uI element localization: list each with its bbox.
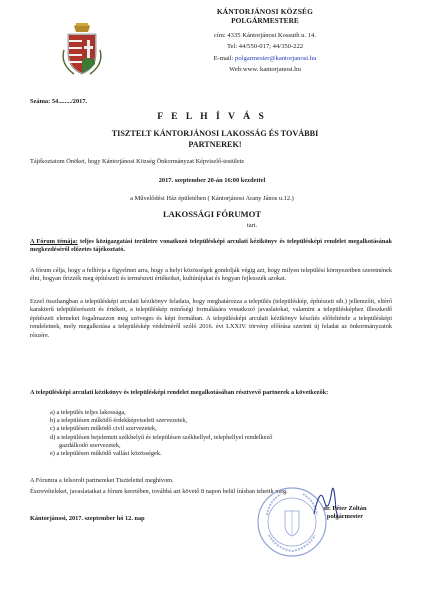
forum-topic	[30, 238, 392, 255]
place-and-date: Kántorjánosi, 2017. szeptember hó 12. nap	[30, 515, 145, 522]
list-item: gazdálkodó szervezetek,	[59, 441, 121, 449]
event-venue: a Művelődési Ház épületében ( Kántorjánosi Arany János u.12.)	[130, 195, 294, 202]
signer-title: polgármester	[326, 513, 364, 521]
invitation-line: A Fórumra a felsorolt partnereket Tisztelettel meghívom.	[30, 477, 174, 484]
list-item: b) a településen működő érdekképviseleti szervezetek,	[50, 417, 188, 425]
document-heading: F E L H Í V Á S	[157, 111, 267, 122]
topic-label: A Fórum témája:	[30, 238, 78, 245]
purpose-paragraph: A fórum célja, hogy a felhívja a figyelmet arra, hogy a helyi közösségek gondolják végig azt, hogy milyen települési környezetben szeretnének élni, hogyan őrizzék meg építészeti és természeti értékeiket, kultúrájukat és hogyan fejlesszék azokat.	[30, 267, 392, 283]
topic-text: teljes közigazgatási területre vonatkozó településképi arculati kézikönyv és településképi rendelet megalkotásának megkezdéséről előzetes tájékoztató.	[30, 238, 393, 254]
partners-heading: A településképi arculati kézikönyv és településképi rendelet megalkotásában résztvevő partnerek a következők:	[30, 389, 329, 396]
intro-paragraph: Tájékoztatom Önöket, hogy Kántorjánosi Község Önkormányzat Képviselő-testülete	[30, 158, 245, 165]
signer-name: dr. Péter Zoltán	[323, 505, 367, 512]
email-label: E-mail:	[213, 55, 236, 62]
subheading-line-2: PARTNEREK!	[188, 140, 242, 149]
header-address: cím: 4335 Kántorjánosi Kossuth u. 14.	[213, 32, 316, 39]
municipality-name: KÁNTORJÁNOSI KÖZSÉG	[216, 7, 314, 16]
document-number: Száma: 54......../2017.	[30, 98, 88, 105]
signature-block	[300, 505, 390, 522]
subheading-line-1: TISZTELT KÁNTORJÁNOSI LAKOSSÁG ÉS TOVÁBBI	[111, 129, 319, 138]
header-website[interactable]: Web:www. kantorjanosi.hu	[229, 66, 301, 73]
coat-of-arms-icon	[60, 20, 104, 78]
partners-list	[50, 409, 390, 458]
document-subheading	[60, 128, 370, 150]
list-item: e) a településen működő vallási közösségek.	[50, 450, 162, 458]
list-item: c) a településen működő civil szervezetek,	[50, 425, 157, 433]
event-tart: tart.	[246, 222, 258, 229]
email-link[interactable]: polgarmester@kantorjanosi.hu	[235, 55, 317, 62]
header-telephone: Tel: 44/550-017; 44/350-222	[226, 43, 304, 50]
comments-paragraph: Észrevételeket, javaslataikat a fórum keretében, továbbá azt követő 8 napon belül írásban tehetik meg.	[30, 488, 288, 495]
event-date: 2017. szeptember 20-án 16:00 kezdettel	[158, 177, 266, 184]
header-email-line	[130, 55, 400, 64]
mayor-office-title: POLGÁRMESTERE	[231, 16, 299, 25]
list-item: d) a településen bejelentett székhelyű és településen székhellyel, telephellyel rendelkező	[50, 433, 273, 441]
event-name: LAKOSSÁGI FÓRUMOT	[162, 209, 262, 219]
list-item: a) a település teljes lakossága,	[50, 409, 126, 416]
handbook-paragraph: Ezzel összhangban a településképi arculati kézikönyv feladata, hogy meghatározza a település (településkép, építészeti stb.) jellemzőit, eltérő karakterű településrészeit és értékeit, a településkép minőségi formálására vonatkozó javaslatokat, valamint a településképhez illeszkedő építészeti elemeket fogalmazzon meg szöveges és képi formában. A településképi arculati kézikönyv készítés előfeltétele a településképi rendeletnek, mely megalkotása a településkép védelméről szóló 2016. évi LXXIV. törvény előírása szerinti új feladat az önkormányzatok részére.	[30, 298, 392, 339]
